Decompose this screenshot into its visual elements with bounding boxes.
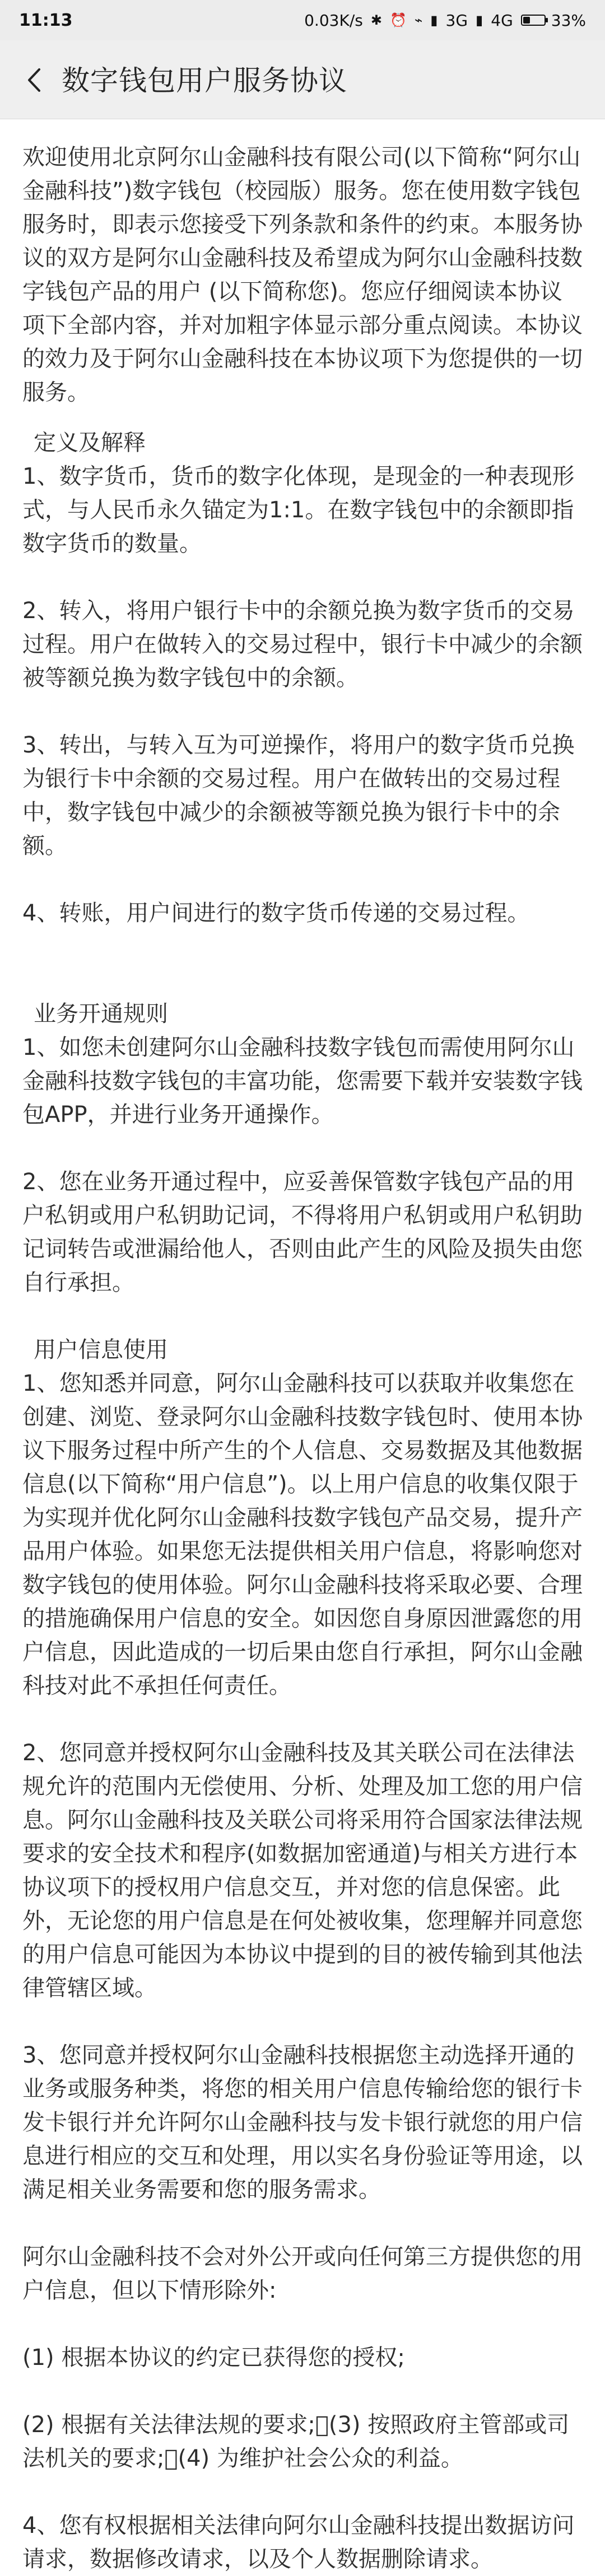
definition-item-3: 3、转出，与转入互为可逆操作，将用户的数字货币兑换为银行卡中余额的交易过程。用户在做转出的交易过程中，数字钱包中减少的余额被等额兑换为银行卡中的余额。 <box>22 732 575 859</box>
battery-percent: 33% <box>551 11 586 30</box>
wifi-icon: ⌁ <box>414 12 423 28</box>
spacer <box>22 695 583 728</box>
section-title-business: 业务开通规则 <box>34 1001 168 1027</box>
spacer <box>22 1132 583 1165</box>
spacer <box>22 1703 583 1736</box>
spacer <box>22 2005 583 2039</box>
back-button[interactable] <box>19 65 49 95</box>
battery-indicator <box>521 11 586 30</box>
status-left <box>19 11 73 30</box>
definition-item-2: 2、转入，将用户银行卡中的余额兑换为数字货币的交易过程。用户在做转入的交易过程中，银行卡中减少的余额被等额兑换为数字钱包中的余额。 <box>22 598 583 691</box>
user-info-item-1: 1、您知悉并同意，阿尔山金融科技可以获取并收集您在创建、浏览、登录阿尔山金融科技数字钱包时、使用本协议下服务过程中所产生的个人信息、交易数据及其他数据信息(以下简称“用户信息”)。以上用户信息的收集仅限于为实现并优化阿尔山金融科技数字钱包产品交易，提升产品用户体验。如果您无法提供相关用户信息，将影响您对数字钱包的使用体验。阿尔山金融科技将采取必要、合理的措施确保用户信息的安全。如因您自身原因泄露您的用户信息，因此造成的一切后果由您自行承担，阿尔山金融科技对此不承担任何责任。 <box>22 1371 583 1699</box>
spacer <box>22 2374 583 2408</box>
spacer <box>22 930 583 980</box>
signal-3g-icon: ▮ <box>430 12 438 28</box>
business-item-2: 2、您在业务开通过程中，应妥善保管数字钱包产品的用户私钥或用户私钥助记词，不得将用户私钥或用户私钥助记词转告或泄漏给他人，否则由此产生的风险及损失由您自行承担。 <box>22 1169 583 1296</box>
network-3g-label: 3G <box>445 11 468 30</box>
alarm-icon: ⏰ <box>389 12 407 28</box>
status-time: 11:13 <box>19 10 73 30</box>
spacer <box>22 1299 583 1333</box>
definition-item-1: 1、数字货币，货币的数字化体现，是现金的一种表现形式，与人民币永久锚定为1:1。在数字钱包中的余额即指数字货币的数量。 <box>22 464 575 557</box>
user-info-item-2: 2、您同意并授权阿尔山金融科技及其关联公司在法律法规允许的范围内无偿使用、分析、处理及加工您的用户信息。阿尔山金融科技及关联公司将采用符合国家法律法规要求的安全技术和程序(如数据加密通道)与相关方进行本协议项下的授权用户信息交互，并对您的信息保密。此外，无论您的用户信息是在何处被收集，您理解并同意您的用户信息可能因为本协议中提到的目的被传输到其他法律管辖区域。 <box>22 1740 583 2001</box>
spacer <box>22 560 583 594</box>
spacer <box>22 2307 583 2341</box>
status-bar <box>0 0 605 40</box>
status-right <box>304 11 586 30</box>
app-header <box>0 40 605 119</box>
network-speed: 0.03K/s <box>304 11 363 30</box>
network-4g-label: 4G <box>491 11 513 30</box>
spacer <box>22 980 583 997</box>
bluetooth-icon: ✱ <box>370 12 382 28</box>
user-info-item-5: (1) 根据本协议的约定已获得您的授权; <box>22 2345 405 2371</box>
spacer <box>22 409 583 426</box>
agreement-content <box>0 119 605 2572</box>
battery-icon <box>521 15 546 26</box>
user-info-item-4: 阿尔山金融科技不会对外公开或向任何第三方提供您的用户信息，但以下情形除外: <box>22 2244 583 2303</box>
battery-fill <box>523 17 530 24</box>
user-info-item-6: (2) 根据有关法律法规的要求; (3) 按照政府主管部或司法机关的要求; (4) 为维护社会公众的利益。 <box>22 2412 570 2471</box>
section-title-definitions: 定义及解释 <box>34 430 146 456</box>
business-item-1: 1、如您未创建阿尔山金融科技数字钱包而需使用阿尔山金融科技数字钱包的丰富功能，您需要下载并安装数字钱包APP，并进行业务开通操作。 <box>22 1035 583 1128</box>
spacer <box>22 863 583 896</box>
spacer <box>22 2206 583 2240</box>
intro-paragraph: 欢迎使用北京阿尔山金融科技有限公司(以下简称“阿尔山金融科技”)数字钱包（校园版）服务。您在使用数字钱包服务时，即表示您接受下列条款和条件的约束。本服务协议的双方是阿尔山金融科技及希望成为阿尔山金融科技数字钱包产品的用户 (以下简称您)。您应仔细阅读本协议项下全部内容，并对加粗字体显示部分重点阅读。本协议的效力及于阿尔山金融科技在本协议项下为您提供的一切服务。 <box>22 144 583 405</box>
spacer <box>22 2475 583 2509</box>
user-info-item-7: 4、您有权根据相关法律向阿尔山金融科技提出数据访问请求，数据修改请求，以及个人数据删除请求。 <box>22 2513 575 2572</box>
signal-4g-icon: ▮ <box>476 12 483 28</box>
page-title: 数字钱包用户服务协议 <box>62 64 347 97</box>
definition-item-4: 4、转账，用户间进行的数字货币传递的交易过程。 <box>22 900 530 926</box>
back-arrow-icon <box>25 67 44 93</box>
user-info-item-3: 3、您同意并授权阿尔山金融科技根据您主动选择开通的业务或服务种类，将您的相关用户信息传输给您的银行卡发卡银行并允许阿尔山金融科技与发卡银行就您的用户信息进行相应的交互和处理，用以实名身份验证等用途，以满足相关业务需要和您的服务需求。 <box>22 2042 583 2203</box>
section-title-user-info: 用户信息使用 <box>34 1337 168 1363</box>
